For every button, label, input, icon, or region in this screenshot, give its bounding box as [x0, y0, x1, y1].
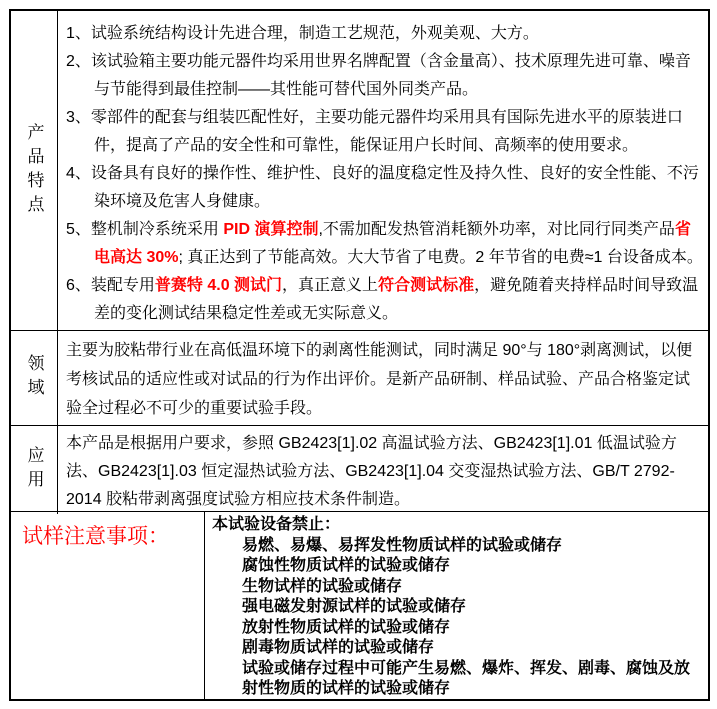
field-label-cell — [11, 331, 58, 425]
application-content: 本产品是根据用户要求，参照 GB2423[1].02 高温试验方法、GB2423[1].01 低温试验方法、GB2423[1].03 恒定湿热试验方法、GB2423[1].04 交变湿热试验方法、GB/T 2792-2014 胶粘带剥离强度试验方相应技术条件制造。 — [66, 435, 677, 508]
feature-item-3 — [66, 104, 704, 160]
row-product-features — [11, 11, 708, 330]
feature-item-5-highlight-2: 省电高达 30% — [94, 221, 691, 266]
feature-item-2 — [66, 48, 704, 104]
precautions-label: 试样注意事项： — [22, 525, 169, 548]
row-precautions — [11, 511, 708, 700]
feature-item-5-text-3: ; 真正达到了节能高效。大大节省了电费。2 年节省的电费≈1 台设备成本。 — [178, 249, 703, 266]
precautions-label-cell — [11, 512, 205, 700]
product-features-label: 产品特点 — [24, 122, 44, 219]
feature-item-5-text-1: 5、整机制冷系统采用 — [66, 221, 224, 238]
prohibit-item-6: 剧毒物质试样的试验或储存 — [242, 639, 435, 656]
feature-item-6-text-1: 6、装配专用 — [66, 277, 155, 294]
feature-item-5 — [66, 216, 704, 272]
feature-item-4 — [66, 160, 704, 216]
feature-item-5-text-2: ,不需加配发热管消耗额外功率，对比同行同类产品 — [318, 221, 675, 238]
feature-item-6-highlight-2: 符合测试标准 — [378, 277, 475, 294]
prohibit-item-7: 试验或储存过程中可能产生易燃、爆炸、挥发、剧毒、腐蚀及放射性物质的试样的试验或储存 — [242, 659, 691, 697]
product-features-content — [58, 11, 708, 330]
feature-item-5-highlight-1: PID 演算控制 — [223, 221, 319, 238]
prohibit-item-2: 腐蚀性物质试样的试验或储存 — [242, 557, 451, 574]
product-features-label-cell — [11, 11, 58, 330]
application-label: 应用 — [24, 446, 44, 494]
feature-item-6 — [66, 272, 704, 328]
feature-item-1-text: 1、试验系统结构设计先进合理，制造工艺规范，外观美观、大方。 — [66, 25, 539, 42]
spec-table — [9, 9, 710, 701]
field-content: 主要为胶粘带行业在高低温环境下的剥离性能测试，同时满足 90°与 180°剥离测试，以便考核试品的适应性或对试品的行为作出评价。是新产品研制、样品试验、产品合格鉴定试验全过程必不可少的重要试验手段。 — [66, 342, 693, 417]
prohibit-item-3: 生物试样的试验或储存 — [242, 577, 403, 595]
feature-item-4-text: 4、设备具有良好的操作性、维护性、良好的温度稳定性及持久性、良好的安全性能、不污染环境及危害人身健康。 — [66, 165, 699, 210]
feature-item-6-highlight-1: 普赛特 4.0 测试门 — [154, 277, 283, 294]
row-field — [11, 330, 708, 425]
application-label-cell — [11, 426, 58, 514]
field-label: 领域 — [24, 354, 44, 402]
row-application — [11, 425, 708, 511]
prohibit-item-5: 放射性物质试样的试验或储存 — [242, 618, 451, 636]
feature-item-3-text: 3、零部件的配套与组装匹配性好，主要功能元器件均采用具有国际先进水平的原装进口件，提高了产品的安全性和可靠性，能保证用户长时间、高频率的使用要求。 — [66, 109, 683, 154]
precautions-content — [205, 512, 708, 700]
prohibit-heading: 本试验设备禁止： — [212, 516, 341, 533]
feature-item-6-text-3: ，避免随着夹持样品时间导致温差的变化测试结果稳定性差或无实际意义。 — [94, 277, 699, 322]
prohibit-item-4: 强电磁发射源试样的试验或储存 — [242, 598, 467, 615]
prohibit-item-1: 易燃、易爆、易挥发性物质试样的试验或储存 — [242, 536, 563, 554]
feature-item-6-text-2: ，真正意义上 — [282, 277, 379, 294]
feature-item-2-text: 2、该试验箱主要功能元器件均采用世界名牌配置（含金量高）、技术原理先进可靠、噪音与节能得到最佳控制——其性能可替代国外同类产品。 — [66, 53, 691, 98]
feature-item-1 — [66, 20, 704, 48]
